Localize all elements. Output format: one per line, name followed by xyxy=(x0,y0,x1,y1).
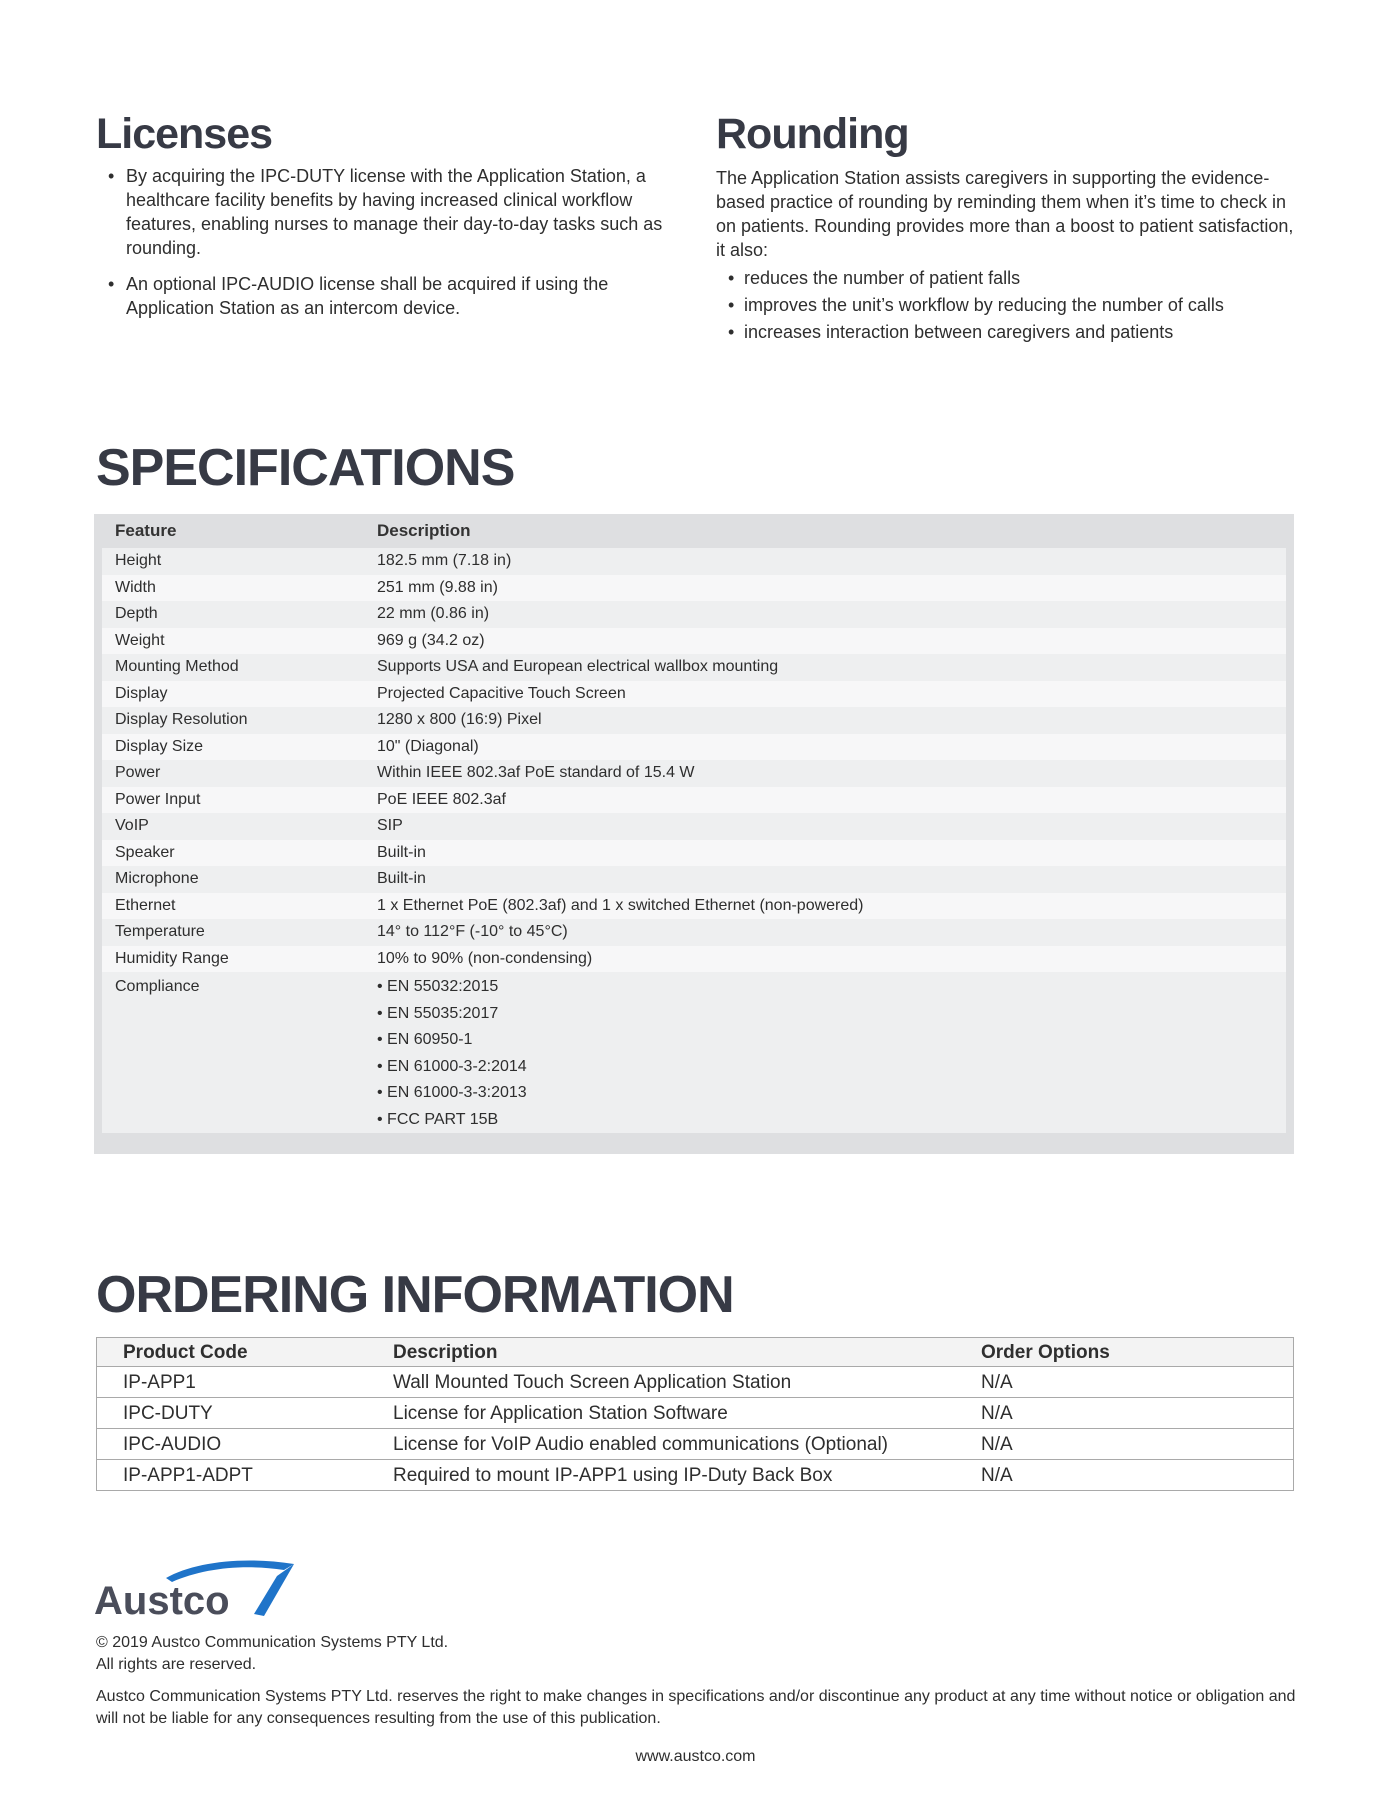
table-row xyxy=(97,1367,1294,1398)
product-description: License for Application Station Software xyxy=(393,1398,981,1429)
logo-text: Austco xyxy=(94,1579,230,1620)
order-option: N/A xyxy=(981,1429,1294,1460)
rounding-intro: The Application Station assists caregivers in supporting the evidence-based practice of rounding by reminding them when it’s time to check in on patients. Rounding provides more than a boost to patient satisfaction, it also: xyxy=(716,168,1294,260)
list-item: • increases interaction between caregivers and patients xyxy=(716,320,1296,344)
table-body xyxy=(97,1367,1294,1491)
spec-feature: Display Resolution xyxy=(115,711,248,729)
austco-logo xyxy=(94,1558,314,1620)
spec-feature: Ethernet xyxy=(115,896,176,914)
spec-description: PoE IEEE 802.3af xyxy=(377,790,506,808)
spec-feature: Compliance xyxy=(115,978,200,995)
licenses-list xyxy=(96,164,671,320)
ordering-table xyxy=(96,1337,1294,1491)
order-option: N/A xyxy=(981,1367,1294,1398)
list-item: • improves the unit’s workflow by reducing the number of calls xyxy=(716,293,1296,317)
copyright-line-2: All rights are reserved. xyxy=(96,1656,257,1673)
licenses-section xyxy=(96,108,671,332)
spec-feature: Power xyxy=(115,764,161,782)
spec-feature: Temperature xyxy=(115,923,205,941)
logo-swoosh-icon xyxy=(94,1558,314,1620)
header-order-options: Order Options xyxy=(981,1338,1294,1367)
table-row xyxy=(102,707,1286,734)
spec-description: 969 g (34.2 oz) xyxy=(377,631,485,649)
table-row-compliance xyxy=(102,972,1286,1133)
list-item: • EN 55032:2015 xyxy=(377,978,499,995)
table-row xyxy=(102,919,1286,946)
list-item: • EN 60950-1 xyxy=(377,1031,473,1048)
table-header xyxy=(97,1338,1294,1367)
table-row xyxy=(102,654,1286,681)
spec-feature: Depth xyxy=(115,605,158,623)
spec-feature: Microphone xyxy=(115,870,199,888)
copyright xyxy=(96,1632,448,1676)
table-row xyxy=(102,813,1286,840)
spec-description: 182.5 mm (7.18 in) xyxy=(377,552,512,570)
product-code: IPC-AUDIO xyxy=(97,1429,394,1460)
specifications-title: SPECIFICATIONS xyxy=(96,439,515,497)
licenses-title: Licenses xyxy=(96,110,273,158)
spec-feature: Weight xyxy=(115,631,165,649)
list-item: • FCC PART 15B xyxy=(377,1110,499,1128)
table-row xyxy=(102,840,1286,867)
product-code: IP-APP1 xyxy=(97,1367,394,1398)
disclaimer: Austco Communication Systems PTY Ltd. reserves the right to make changes in specifications and/or discontinue any product at any time without notice or obligation and will not be liable for any consequences resulting from the use of this publication. xyxy=(96,1688,1296,1727)
product-code: IPC-DUTY xyxy=(97,1398,394,1429)
table-row xyxy=(102,681,1286,708)
copyright-line-1: © 2019 Austco Communication Systems PTY Ltd. xyxy=(96,1634,449,1651)
spec-feature: Mounting Method xyxy=(115,658,239,676)
list-item: • EN 61000-3-2:2014 xyxy=(377,1057,527,1075)
table-row xyxy=(102,787,1286,814)
list-item: • reduces the number of patient falls xyxy=(716,266,1296,290)
list-item: • An optional IPC-AUDIO license shall be acquired if using the Application Station as an intercom device. xyxy=(96,272,671,320)
table-row xyxy=(102,548,1286,575)
list-item: • EN 61000-3-3:2013 xyxy=(377,1084,527,1101)
rounding-list xyxy=(716,266,1296,344)
spec-description: Within IEEE 802.3af PoE standard of 15.4 W xyxy=(377,764,695,782)
table-row xyxy=(102,760,1286,787)
order-option: N/A xyxy=(981,1460,1294,1491)
product-description: License for VoIP Audio enabled communications (Optional) xyxy=(393,1429,981,1460)
rounding-section xyxy=(716,108,1296,347)
rounding-title: Rounding xyxy=(716,110,909,158)
spec-description: Projected Capacitive Touch Screen xyxy=(377,684,626,702)
table-row xyxy=(102,601,1286,628)
product-description: Required to mount IP-APP1 using IP-Duty Back Box xyxy=(393,1460,981,1491)
order-option: N/A xyxy=(981,1398,1294,1429)
ordering-title: ORDERING INFORMATION xyxy=(96,1266,734,1324)
table-row xyxy=(97,1429,1294,1460)
spec-feature: Height xyxy=(115,552,162,570)
spec-feature: Width xyxy=(115,578,156,596)
spec-feature: Humidity Range xyxy=(115,949,229,967)
spec-feature: VoIP xyxy=(115,817,149,835)
header-feature: Feature xyxy=(115,521,177,540)
spec-feature: Display Size xyxy=(115,737,204,755)
spec-description: Built-in xyxy=(377,870,426,888)
spec-description: 10% to 90% (non-condensing) xyxy=(377,949,593,967)
table-row xyxy=(102,734,1286,761)
spec-feature: Power Input xyxy=(115,790,201,808)
spec-description: 251 mm (9.88 in) xyxy=(377,578,498,596)
header-product-code: Product Code xyxy=(97,1338,394,1367)
table-row xyxy=(102,628,1286,655)
spec-description: SIP xyxy=(377,817,403,835)
spec-feature: Display xyxy=(115,684,168,702)
spec-description: 1280 x 800 (16:9) Pixel xyxy=(377,711,542,729)
header-description: Description xyxy=(377,521,471,540)
spec-description: Supports USA and European electrical wallbox mounting xyxy=(377,658,779,676)
table-row xyxy=(102,866,1286,893)
table-row xyxy=(97,1398,1294,1429)
logo-swoosh-arrow xyxy=(254,1564,294,1616)
product-code: IP-APP1-ADPT xyxy=(97,1460,394,1491)
table-body xyxy=(102,548,1286,1133)
table-row xyxy=(102,946,1286,973)
table-row xyxy=(97,1460,1294,1491)
spec-description: Built-in xyxy=(377,843,426,861)
table-header xyxy=(102,514,1286,548)
list-item: • By acquiring the IPC-DUTY license with the Application Station, a healthcare facility benefits by having increased clinical workflow features, enabling nurses to manage their day-to-day tasks such as rounding. xyxy=(96,164,671,260)
spec-description: 22 mm (0.86 in) xyxy=(377,605,490,623)
spec-description: 1 x Ethernet PoE (802.3af) and 1 x switched Ethernet (non-powered) xyxy=(377,896,864,914)
spec-description: 10" (Diagonal) xyxy=(377,737,479,755)
header-description: Description xyxy=(393,1338,981,1367)
product-description: Wall Mounted Touch Screen Application Station xyxy=(393,1367,981,1398)
list-item: • EN 55035:2017 xyxy=(377,1004,499,1022)
website-link[interactable]: www.austco.com xyxy=(635,1748,756,1765)
specifications-table xyxy=(94,514,1294,1154)
table-row xyxy=(102,575,1286,602)
compliance-list xyxy=(377,974,1286,1133)
spec-feature: Speaker xyxy=(115,843,175,861)
table-row xyxy=(102,893,1286,920)
spec-description: 14° to 112°F (-10° to 45°C) xyxy=(377,923,568,941)
